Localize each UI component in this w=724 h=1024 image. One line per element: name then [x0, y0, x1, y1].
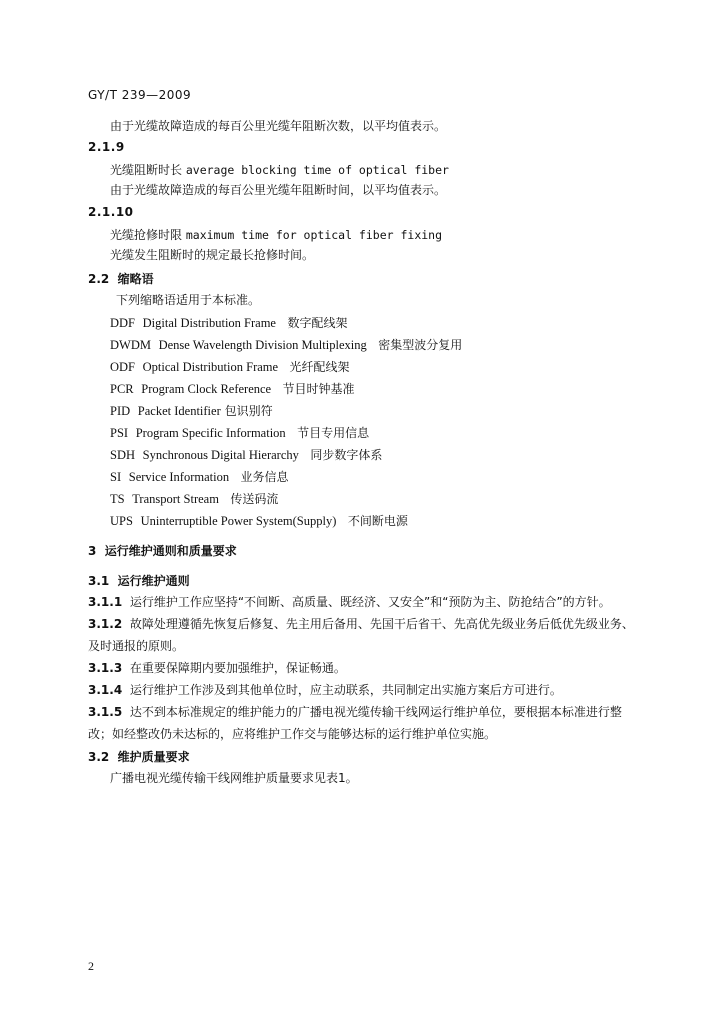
clause-3-1-5	[88, 704, 622, 720]
section-title: 缩略语	[117, 272, 154, 286]
abbr-code: DDF	[110, 316, 136, 330]
abbr-en: Service Information	[128, 470, 230, 484]
abbr-code: SI	[110, 470, 122, 484]
term-2-1-9	[110, 161, 449, 178]
term-2-1-10	[110, 226, 442, 243]
section-heading-3-2	[88, 748, 190, 765]
clause-text: 达不到本标准规定的维护能力的广播电视光缆传输干线网运行维护单位，要根据本标准进行整	[129, 705, 622, 719]
abbr-zh: 节目时钟基准	[282, 382, 355, 396]
abbreviation-row	[110, 424, 369, 441]
section-number: 3.2	[88, 750, 110, 764]
abbr-code: PSI	[110, 426, 129, 440]
abbr-en: Program Clock Reference	[141, 382, 272, 396]
section-number: 3.1	[88, 574, 110, 588]
clause-number: 3.1.1	[88, 595, 123, 609]
abbr-zh: 业务信息	[240, 470, 289, 484]
term-en: maximum time for optical fiber fixing	[185, 228, 443, 242]
abbreviation-row	[110, 358, 350, 375]
abbr-code: PCR	[110, 382, 134, 396]
abbr-zh: 节目专用信息	[297, 426, 370, 440]
term-zh: 光缆阻断时长	[110, 163, 183, 177]
abbr-zh: 数字配线架	[287, 316, 348, 330]
abbreviation-row	[110, 314, 347, 331]
clause-3-1-3	[88, 660, 346, 676]
abbreviation-row	[110, 512, 408, 529]
abbr-en: Digital Distribution Frame	[142, 316, 276, 330]
abbr-code: DWDM	[110, 338, 151, 352]
abbreviation-row	[110, 402, 273, 419]
abbr-en: Dense Wavelength Division Multiplexing	[158, 338, 367, 352]
clause-number: 3.1.5	[88, 705, 123, 719]
section-title: 维护质量要求	[117, 750, 190, 764]
abbr-en: Optical Distribution Frame	[142, 360, 279, 374]
clause-number: 3.1.2	[88, 617, 123, 631]
abbr-en: Synchronous Digital Hierarchy	[142, 448, 299, 462]
abbreviation-row	[110, 446, 382, 463]
intro-line: 由于光缆故障造成的每百公里光缆年阻断次数，以平均值表示。	[110, 119, 447, 133]
abbr-code: ODF	[110, 360, 136, 374]
clause-3-1-5-continuation: 改；如经整改仍未达标的，应将维护工作交与能够达标的运行维护单位实施。	[88, 727, 497, 741]
clause-3-1-2-continuation: 及时通报的原则。	[88, 639, 185, 653]
section-heading-3	[88, 542, 237, 559]
term-definition-2-1-10: 光缆发生阻断时的规定最长抢修时间。	[110, 248, 315, 262]
abbr-zh: 光纤配线架	[289, 360, 350, 374]
section-heading-2-2	[88, 270, 154, 287]
clause-text: 运行维护工作涉及到其他单位时，应主动联系，共同制定出实施方案后方可进行。	[129, 683, 562, 697]
term-zh: 光缆抢修时限	[110, 228, 183, 242]
abbr-en: Transport Stream	[132, 492, 219, 506]
term-definition-2-1-9: 由于光缆故障造成的每百公里光缆年阻断时间，以平均值表示。	[110, 183, 447, 197]
section-number: 3	[88, 544, 97, 558]
abbr-code: UPS	[110, 514, 133, 528]
abbr-zh: 包识别符	[224, 404, 273, 418]
clause-text: 故障处理遵循先恢复后修复、先主用后备用、先国干后省干、先高优先级业务后低优先级业务、	[129, 617, 634, 631]
abbr-zh: 密集型波分复用	[378, 338, 463, 352]
clause-number-2-1-10: 2.1.10	[88, 205, 134, 219]
section-number: 2.2	[88, 272, 110, 286]
abbr-code: TS	[110, 492, 125, 506]
doc-id-header: GY/T 239—2009	[88, 88, 192, 102]
abbr-en: Packet Identifier	[137, 404, 221, 418]
clause-number-2-1-9: 2.1.9	[88, 140, 125, 154]
clause-text: 运行维护工作应坚持“不间断、高质量、既经济、又安全”和“预防为主、防抢结合”的方针。	[129, 595, 611, 609]
clause-number: 3.1.3	[88, 661, 123, 675]
abbr-en: Program Specific Information	[135, 426, 286, 440]
section-heading-3-1	[88, 572, 190, 589]
page-number: 2	[88, 959, 94, 973]
abbreviation-intro: 下列缩略语适用于本标准。	[116, 293, 261, 307]
term-en: average blocking time of optical fiber	[185, 163, 449, 177]
abbreviation-row	[110, 490, 278, 507]
section-title: 运行维护通则和质量要求	[104, 544, 237, 558]
section-3-2-text: 广播电视光缆传输干线网维护质量要求见表1。	[110, 771, 358, 785]
clause-number: 3.1.4	[88, 683, 123, 697]
abbreviation-row	[110, 380, 355, 397]
clause-text: 在重要保障期内要加强维护，保证畅通。	[129, 661, 346, 675]
abbreviation-row	[110, 336, 462, 353]
abbr-code: PID	[110, 404, 131, 418]
clause-3-1-1	[88, 594, 611, 610]
abbr-zh: 传送码流	[230, 492, 279, 506]
abbr-zh: 不间断电源	[347, 514, 408, 528]
clause-3-1-4	[88, 682, 562, 698]
abbreviation-row	[110, 468, 289, 485]
abbr-code: SDH	[110, 448, 136, 462]
clause-3-1-2	[88, 616, 634, 632]
abbr-en: Uninterruptible Power System(Supply)	[140, 514, 337, 528]
abbr-zh: 同步数字体系	[310, 448, 383, 462]
section-title: 运行维护通则	[117, 574, 190, 588]
